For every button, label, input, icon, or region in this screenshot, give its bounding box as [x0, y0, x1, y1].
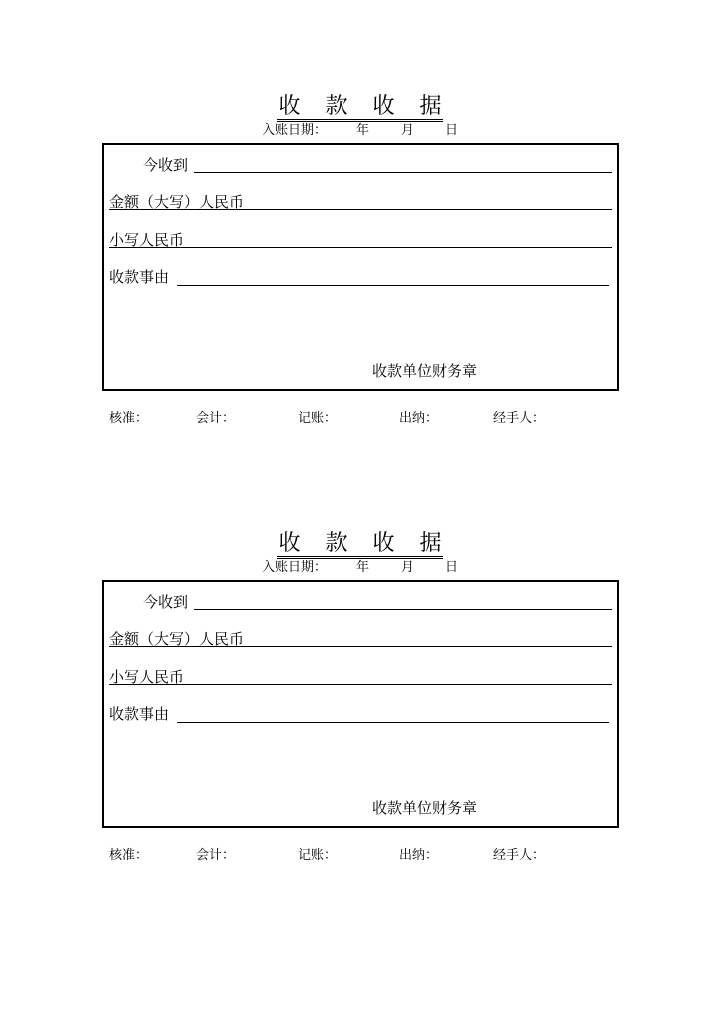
entry-date-day: 日	[445, 123, 459, 138]
cashier-label: 出纳：	[399, 411, 439, 426]
amount-words-field[interactable]	[109, 209, 612, 210]
approve-label: 核准：	[109, 411, 149, 426]
reason-field[interactable]	[177, 285, 609, 286]
entry-date-day: 日	[445, 560, 459, 575]
reason-label: 收款事由	[109, 705, 170, 723]
receipt-box	[102, 143, 619, 391]
accountant-label: 会计：	[196, 411, 236, 426]
receipt-box	[102, 580, 619, 828]
amount-words-label: 金额（大写）人民币	[109, 193, 245, 211]
bookkeeper-label: 记账：	[298, 848, 338, 863]
receipt-title-text: 收 款 收 据	[277, 95, 444, 122]
receipt-2	[0, 530, 720, 900]
amount-figures-label: 小写人民币	[109, 231, 185, 249]
entry-date-year: 年	[356, 123, 370, 138]
approve-label: 核准：	[109, 848, 149, 863]
amount-words-label: 金额（大写）人民币	[109, 630, 245, 648]
received-from-label: 今收到	[143, 156, 189, 174]
receipt-1	[0, 93, 720, 463]
amount-figures-field[interactable]	[109, 247, 612, 248]
handler-label: 经手人：	[493, 848, 546, 863]
received-from-field[interactable]	[194, 609, 612, 610]
receipt-title-text: 收 款 收 据	[277, 532, 444, 559]
amount-words-field[interactable]	[109, 646, 612, 647]
entry-date-label: 入账日期：	[262, 123, 328, 138]
accountant-label: 会计：	[196, 848, 236, 863]
receipt-title	[0, 93, 720, 122]
finance-seal-label: 收款单位财务章	[372, 362, 478, 380]
bookkeeper-label: 记账：	[298, 411, 338, 426]
amount-figures-label: 小写人民币	[109, 668, 185, 686]
received-from-label: 今收到	[143, 593, 189, 611]
reason-field[interactable]	[177, 722, 609, 723]
finance-seal-label: 收款单位财务章	[372, 799, 478, 817]
received-from-field[interactable]	[194, 172, 612, 173]
cashier-label: 出纳：	[399, 848, 439, 863]
handler-label: 经手人：	[493, 411, 546, 426]
receipt-title	[0, 530, 720, 559]
entry-date-month: 月	[401, 560, 415, 575]
entry-date-month: 月	[401, 123, 415, 138]
reason-label: 收款事由	[109, 268, 170, 286]
entry-date-label: 入账日期：	[262, 560, 328, 575]
amount-figures-field[interactable]	[109, 684, 612, 685]
entry-date-year: 年	[356, 560, 370, 575]
